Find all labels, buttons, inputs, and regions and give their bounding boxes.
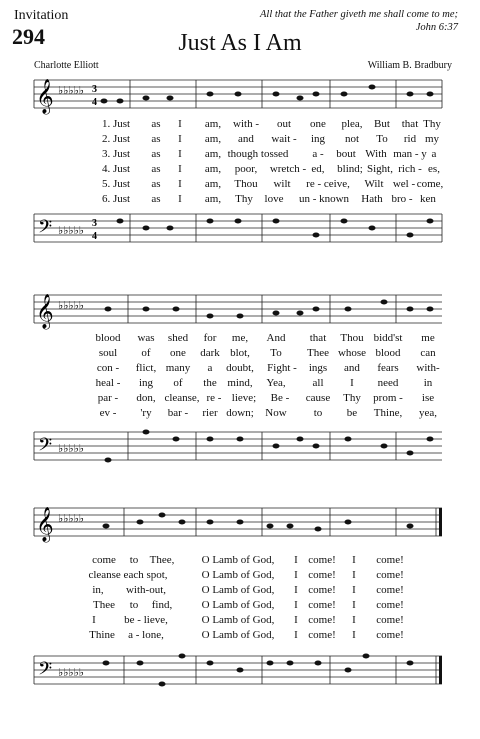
bass-staff-system-2 — [0, 418, 480, 478]
lyric-syllable: ing — [310, 133, 326, 145]
lyric-syllable: I — [294, 599, 298, 611]
lyric-syllable: rich - — [398, 163, 422, 175]
lyric-line — [0, 599, 480, 613]
lyric-syllable: O Lamb of God, — [201, 554, 275, 566]
lyric-syllable: un - known — [298, 193, 350, 205]
lyric-syllable: I — [350, 377, 354, 389]
lyric-syllable: ings — [308, 362, 328, 374]
lyric-syllable: prom - — [373, 392, 403, 404]
lyric-syllable: as — [151, 163, 161, 175]
lyric-syllable: with- — [416, 362, 440, 374]
lyric-syllable: am, — [204, 148, 222, 160]
lyric-syllable: don, — [136, 392, 156, 404]
lyric-syllable: Thy — [235, 193, 253, 205]
lyric-syllable: that — [309, 332, 327, 344]
svg-text:♭♭♭♭♭: ♭♭♭♭♭ — [58, 85, 84, 97]
lyric-syllable: am, — [204, 178, 222, 190]
treble-clef-icon: 𝄞 — [36, 295, 54, 328]
lyric-syllable: need — [377, 377, 399, 389]
lyric-syllable: come! — [376, 584, 404, 596]
lyric-syllable: To — [376, 133, 388, 145]
svg-text:3: 3 — [92, 218, 97, 229]
lyric-syllable: 4. Just — [102, 163, 131, 175]
lyric-syllable: 2. Just — [102, 133, 131, 145]
treble-staff-system-2 — [0, 287, 480, 337]
lyric-syllable: be - lieve, — [124, 614, 168, 626]
lyric-syllable: O Lamb of God, — [201, 584, 275, 596]
lyric-syllable: blind; — [337, 163, 363, 175]
lyricist: Charlotte Elliott — [34, 60, 99, 71]
lyric-syllable: fears — [377, 362, 399, 374]
lyric-syllable: a — [431, 148, 437, 160]
lyric-syllable: as — [151, 193, 161, 205]
lyric-syllable: I — [294, 614, 298, 626]
lyric-syllable: dark — [200, 347, 220, 359]
lyric-syllable: I — [352, 614, 356, 626]
lyric-syllable: I — [178, 178, 182, 190]
lyric-syllable: I — [352, 629, 356, 641]
lyric-line — [0, 118, 480, 132]
lyric-syllable: Fight - — [267, 362, 297, 374]
lyric-syllable: come, — [416, 178, 444, 190]
lyric-syllable: shed — [167, 332, 189, 344]
lyric-syllable: many — [165, 362, 191, 374]
hymn-title: Just As I Am — [178, 30, 302, 56]
lyric-syllable: Thee — [307, 347, 329, 359]
lyric-syllable: come! — [376, 569, 404, 581]
lyric-syllable: with - — [233, 118, 259, 130]
lyric-syllable: bout — [336, 148, 356, 160]
lyric-syllable: I — [352, 554, 356, 566]
treble-staff-system-3 — [0, 500, 480, 560]
lyric-syllable: 1. Just — [102, 118, 131, 130]
lyric-line — [0, 178, 480, 192]
treble-clef-icon: 𝄞 — [36, 80, 54, 113]
lyric-syllable: par - — [97, 392, 119, 404]
lyric-syllable: Thou — [340, 332, 364, 344]
lyric-syllable: Sight, — [367, 163, 393, 175]
lyric-syllable: bidd'st — [373, 332, 403, 344]
lyric-syllable: Be - — [270, 392, 290, 404]
lyric-syllable: I — [178, 118, 182, 130]
lyric-syllable: come! — [308, 629, 336, 641]
lyric-line — [0, 133, 480, 147]
lyric-syllable: 5. Just — [102, 178, 131, 190]
lyric-syllable: bar - — [167, 407, 189, 419]
bass-clef-icon: 𝄢 — [38, 216, 53, 241]
lyric-syllable: ev - — [99, 407, 117, 419]
lyric-syllable: down; — [226, 407, 254, 419]
lyric-syllable: I — [352, 599, 356, 611]
lyric-syllable: am, — [204, 193, 222, 205]
lyric-syllable: all — [312, 377, 324, 389]
lyric-syllable: re - — [206, 392, 222, 404]
svg-text:4: 4 — [92, 231, 97, 242]
lyric-syllable: Thee — [93, 599, 115, 611]
lyric-syllable: Wilt — [364, 178, 384, 190]
epigraph-text: All that the Father giveth me shall come to me; — [260, 9, 458, 20]
lyric-syllable: ed, — [311, 163, 325, 175]
lyric-syllable: am, — [204, 118, 222, 130]
bass-staff-system-1 — [0, 206, 480, 256]
lyric-syllable: blood — [95, 332, 121, 344]
lyric-line — [0, 362, 480, 376]
lyric-syllable: 6. Just — [102, 193, 131, 205]
svg-text:♭♭♭♭♭: ♭♭♭♭♭ — [58, 667, 84, 679]
lyric-syllable: I — [178, 193, 182, 205]
lyric-syllable: man - y — [393, 148, 427, 160]
section-heading: Invitation — [14, 8, 69, 23]
lyric-syllable: to — [129, 554, 139, 566]
lyric-syllable: wilt — [273, 178, 291, 190]
lyric-syllable: find, — [151, 599, 173, 611]
lyric-syllable: re - ceive, — [306, 178, 350, 190]
lyric-syllable: one — [170, 347, 186, 359]
lyric-syllable: Hath — [361, 193, 383, 205]
lyric-syllable: yea, — [418, 407, 438, 419]
lyric-line — [0, 377, 480, 391]
lyric-syllable: Thy — [423, 118, 441, 130]
lyric-syllable: flict, — [135, 362, 157, 374]
lyric-line — [0, 629, 480, 643]
lyric-syllable: come! — [308, 584, 336, 596]
lyric-syllable: 3. Just — [102, 148, 131, 160]
lyric-line — [0, 569, 480, 583]
lyric-syllable: rier — [202, 407, 218, 419]
lyric-syllable: come! — [376, 599, 404, 611]
bass-staff-system-3 — [0, 642, 480, 702]
lyric-syllable: was — [137, 332, 155, 344]
lyric-syllable: bro - — [391, 193, 413, 205]
svg-text:4: 4 — [92, 97, 97, 108]
lyric-syllable: with-out, — [125, 584, 167, 596]
lyric-syllable: soul — [98, 347, 118, 359]
lyric-syllable: come! — [376, 554, 404, 566]
lyric-line — [0, 614, 480, 628]
lyric-syllable: for — [203, 332, 217, 344]
lyric-syllable: With — [365, 148, 387, 160]
lyric-syllable: O Lamb of God, — [201, 629, 275, 641]
lyric-syllable: the — [203, 377, 217, 389]
svg-text:♭♭♭♭♭: ♭♭♭♭♭ — [58, 300, 84, 312]
lyric-syllable: come! — [376, 629, 404, 641]
lyric-syllable: am, — [204, 163, 222, 175]
lyric-syllable: I — [178, 133, 182, 145]
lyric-syllable: be — [346, 407, 358, 419]
lyric-syllable: and — [344, 362, 360, 374]
lyric-syllable: that — [401, 118, 419, 130]
lyric-syllable: I — [92, 614, 96, 626]
lyric-syllable: of — [141, 347, 151, 359]
lyric-syllable: come — [92, 554, 116, 566]
composer: William B. Bradbury — [367, 60, 452, 71]
lyric-syllable: Thou — [234, 178, 258, 190]
lyric-syllable: come! — [376, 614, 404, 626]
lyric-line — [0, 554, 480, 568]
lyric-syllable: in, — [92, 584, 104, 596]
lyric-syllable: my — [424, 133, 440, 145]
lyric-syllable: blood — [375, 347, 401, 359]
lyric-syllable: Thee, — [149, 554, 175, 566]
svg-text:♭♭♭♭♭: ♭♭♭♭♭ — [58, 443, 84, 455]
lyric-syllable: 'ry — [140, 407, 152, 419]
lyric-syllable: O Lamb of God, — [201, 599, 275, 611]
lyric-syllable: ise — [421, 392, 435, 404]
lyric-syllable: And — [266, 332, 286, 344]
lyric-syllable: I — [294, 569, 298, 581]
lyric-syllable: me, — [231, 332, 249, 344]
lyric-syllable: in — [423, 377, 433, 389]
lyric-line — [0, 392, 480, 406]
lyric-syllable: a — [207, 362, 213, 374]
bass-clef-icon: 𝄢 — [38, 658, 53, 683]
lyric-syllable: I — [178, 148, 182, 160]
lyric-syllable: come! — [308, 554, 336, 566]
svg-text:3: 3 — [92, 84, 97, 95]
lyric-syllable: plea, — [341, 118, 363, 130]
lyric-syllable: I — [294, 629, 298, 641]
lyric-syllable: wretch - — [269, 163, 307, 175]
lyric-syllable: poor, — [234, 163, 258, 175]
lyric-syllable: es, — [428, 163, 440, 175]
epigraph-reference: John 6:37 — [415, 22, 458, 33]
lyric-syllable: con - — [96, 362, 120, 374]
lyric-syllable: To — [270, 347, 282, 359]
lyric-syllable: I — [352, 584, 356, 596]
lyric-syllable: ken — [420, 193, 436, 205]
lyric-syllable: out — [276, 118, 292, 130]
hymn-number: 294 — [12, 24, 45, 49]
scripture-epigraph — [228, 8, 458, 34]
lyric-syllable: O Lamb of God, — [201, 569, 275, 581]
lyric-syllable: a - lone, — [128, 629, 164, 641]
lyric-syllable: ing — [138, 377, 154, 389]
lyric-syllable: rid — [403, 133, 417, 145]
lyric-syllable: wait - — [271, 133, 297, 145]
lyric-syllable: of — [173, 377, 183, 389]
svg-text:♭♭♭♭♭: ♭♭♭♭♭ — [58, 513, 84, 525]
lyric-syllable: as — [151, 178, 161, 190]
lyric-syllable: mind, — [227, 377, 253, 389]
svg-text:♭♭♭♭♭: ♭♭♭♭♭ — [58, 225, 84, 237]
lyric-syllable: as — [151, 118, 161, 130]
lyric-syllable: to — [129, 599, 139, 611]
lyric-syllable: one — [310, 118, 326, 130]
lyric-syllable: though tossed — [227, 148, 289, 160]
lyric-syllable: Yea, — [266, 377, 286, 389]
lyric-line — [0, 193, 480, 207]
lyric-syllable: Thine — [89, 629, 115, 641]
lyric-line — [0, 163, 480, 177]
lyric-syllable: to — [313, 407, 323, 419]
lyric-line — [0, 332, 480, 346]
lyric-syllable: come! — [308, 599, 336, 611]
lyric-syllable: love — [264, 193, 284, 205]
lyric-syllable: blot, — [230, 347, 250, 359]
lyric-syllable: cause — [305, 392, 331, 404]
lyric-syllable: wel - — [392, 178, 416, 190]
lyric-syllable: come! — [308, 569, 336, 581]
lyric-syllable: I — [352, 569, 356, 581]
treble-clef-icon: 𝄞 — [36, 508, 54, 541]
lyric-line — [0, 148, 480, 162]
lyric-syllable: I — [294, 554, 298, 566]
lyric-syllable: heal - — [95, 377, 121, 389]
lyric-syllable: come! — [308, 614, 336, 626]
lyric-syllable: I — [294, 584, 298, 596]
lyric-syllable: cleanse each spot, — [88, 569, 168, 581]
lyric-syllable: am, — [204, 133, 222, 145]
lyric-syllable: and — [238, 133, 254, 145]
lyric-syllable: a - — [312, 148, 324, 160]
lyric-syllable: whose — [337, 347, 367, 359]
lyric-syllable: can — [420, 347, 436, 359]
lyric-line — [0, 584, 480, 598]
lyric-line — [0, 347, 480, 361]
lyric-syllable: doubt, — [226, 362, 254, 374]
lyric-syllable: O Lamb of God, — [201, 614, 275, 626]
lyric-syllable: Now — [265, 407, 287, 419]
lyric-syllable: as — [151, 148, 161, 160]
lyric-syllable: not — [344, 133, 360, 145]
lyric-syllable: cleanse, — [164, 392, 200, 404]
lyric-syllable: as — [151, 133, 161, 145]
lyric-syllable: I — [178, 163, 182, 175]
bass-clef-icon: 𝄢 — [38, 434, 53, 459]
lyric-syllable: lieve; — [231, 392, 257, 404]
lyric-syllable: Thine, — [373, 407, 403, 419]
lyric-syllable: me — [421, 332, 435, 344]
lyric-syllable: But — [374, 118, 390, 130]
lyric-syllable: Thy — [343, 392, 361, 404]
